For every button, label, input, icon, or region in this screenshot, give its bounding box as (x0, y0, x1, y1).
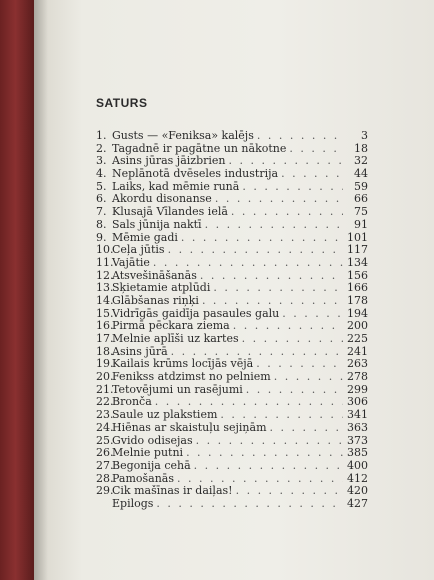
dot-leader (231, 206, 343, 219)
dot-leader (194, 460, 343, 473)
chapter-number: 22. (96, 396, 114, 409)
chapter-title: Ceļa jūtis (112, 244, 165, 257)
chapter-number: 24. (96, 421, 114, 434)
toc-entry (96, 358, 368, 371)
chapter-number: 10. (96, 244, 114, 257)
page-number: 3 (361, 130, 368, 142)
chapter-title: Akordu disonanse (112, 193, 212, 206)
toc-entry (96, 333, 368, 346)
table-of-contents (96, 96, 368, 511)
chapter-title: Vajātie (112, 256, 150, 269)
toc-title: SATURS (96, 96, 148, 110)
dot-leader (270, 422, 343, 435)
toc-entry (96, 384, 368, 397)
dot-leader (181, 232, 343, 245)
chapter-number: 11. (96, 256, 114, 269)
chapter-number: 14. (96, 294, 114, 307)
dot-leader (256, 358, 343, 371)
chapter-number: 21. (96, 383, 114, 396)
dot-leader (289, 143, 343, 156)
chapter-number: 23. (96, 409, 114, 422)
chapter-title: Šķietamie atplūdi (112, 282, 211, 295)
page-number: 18 (354, 142, 368, 155)
toc-entry (96, 409, 368, 422)
chapter-number: 3. (96, 155, 107, 168)
page-number: 363 (347, 421, 368, 434)
dot-leader (202, 295, 343, 308)
chapter-number: 5. (96, 180, 107, 193)
toc-entry (96, 396, 368, 409)
page-number: 178 (347, 294, 368, 307)
chapter-number: 9. (96, 231, 107, 244)
book-cover-edge (0, 0, 34, 580)
chapter-title: Vidrīgās gaidīja pasaules galu (112, 307, 280, 320)
chapter-title: Melnie aplīši uz kartes (112, 333, 239, 345)
dot-leader (196, 435, 343, 448)
toc-entry (96, 130, 368, 143)
chapter-number: 16. (96, 320, 114, 333)
dot-leader (186, 447, 343, 460)
page-number: 44 (354, 168, 368, 181)
toc-entry (96, 460, 368, 473)
page-number: 373 (347, 434, 368, 447)
dot-leader (236, 485, 343, 498)
chapter-number: 4. (96, 168, 107, 181)
chapter-number: 18. (96, 345, 114, 358)
chapter-number: 13. (96, 282, 114, 295)
chapter-title: Atsvešināšanās (112, 269, 197, 282)
page-number: 156 (347, 269, 368, 282)
dot-leader (153, 257, 343, 270)
chapter-number: 25. (96, 434, 114, 447)
chapter-title: Epilogs (112, 497, 154, 510)
dot-leader (220, 409, 343, 422)
dot-leader (168, 244, 343, 257)
page-number: 117 (347, 244, 368, 257)
toc-entry (96, 422, 368, 435)
dot-leader (177, 473, 343, 486)
toc-entry (96, 346, 368, 359)
chapter-number: 12. (96, 269, 114, 282)
toc-entry (96, 244, 368, 257)
chapter-title: Begonija cehā (112, 459, 191, 472)
toc-entry (96, 371, 368, 384)
chapter-title: Saule uz plakstiem (112, 409, 218, 422)
page-number: 420 (347, 485, 368, 498)
toc-entry (96, 498, 368, 511)
chapter-number: 15. (96, 307, 114, 320)
chapter-title: Cik mašīnas ir daiļas! (112, 485, 233, 498)
page-number: 200 (347, 320, 368, 333)
chapter-number: 7. (96, 206, 107, 219)
page-number: 166 (347, 282, 368, 295)
page-number: 385 (347, 447, 368, 460)
toc-entry (96, 473, 368, 486)
chapter-title: Fenikss atdzimst no pelniem (112, 371, 271, 384)
toc-entry (96, 193, 368, 206)
dot-leader (171, 346, 343, 359)
chapter-number: 27. (96, 459, 114, 472)
chapter-title: Mēmie gadi (112, 231, 178, 244)
chapter-number: 29. (96, 485, 114, 498)
chapter-title: Laiks, kad mēmie runā (112, 180, 240, 193)
chapter-number: 28. (96, 472, 114, 485)
toc-entry (96, 206, 368, 219)
toc-entry (96, 485, 368, 498)
dot-leader (200, 270, 343, 283)
dot-leader (215, 193, 343, 206)
page-number: 91 (354, 218, 368, 231)
page-number: 306 (347, 396, 368, 409)
page-number: 412 (347, 472, 368, 485)
chapter-title: Bronča (112, 396, 152, 409)
chapter-number: 2. (96, 142, 107, 155)
chapter-number: 26. (96, 447, 114, 460)
chapter-number: 19. (96, 358, 114, 371)
toc-entry (96, 155, 368, 168)
page-number: 341 (347, 409, 368, 422)
dot-leader (257, 130, 343, 143)
chapter-title: Hiēnas ar skaistuļu sejiņām (112, 421, 267, 434)
chapter-number: 8. (96, 218, 107, 231)
page-number: 299 (347, 383, 368, 396)
toc-entry (96, 232, 368, 245)
toc-list (96, 130, 368, 511)
chapter-number: 1. (96, 130, 107, 142)
dot-leader (242, 181, 343, 194)
chapter-title: Glābšanas riņķi (112, 294, 199, 307)
page-number: 278 (347, 371, 368, 384)
chapter-title: Asins jūrā (112, 345, 168, 358)
toc-entry (96, 257, 368, 270)
chapter-title: Pamošanās (112, 472, 175, 485)
dot-leader (156, 498, 343, 511)
chapter-number: 20. (96, 371, 114, 384)
chapter-title: Gusts — «Feniksa» kalējs (112, 130, 254, 142)
chapter-title: Melnie putni (112, 447, 184, 460)
chapter-title: Asins jūras jāizbrien (112, 155, 226, 168)
dot-leader (282, 308, 343, 321)
dot-leader (274, 371, 343, 384)
toc-entry (96, 447, 368, 460)
page-number: 75 (354, 206, 368, 219)
dot-leader (233, 320, 343, 333)
toc-entry (96, 282, 368, 295)
toc-entry (96, 219, 368, 232)
chapter-title: Gvido odisejas (112, 434, 193, 447)
chapter-title: Klusajā Vīlandes ielā (112, 206, 228, 219)
toc-entry (96, 435, 368, 448)
chapter-title: Pirmā pēckara ziema (112, 320, 230, 333)
chapter-title: Tetovējumi un rasējumi (112, 383, 243, 396)
chapter-title: Tagadnē ir pagātne un nākotne (112, 142, 287, 155)
page-number: 263 (347, 358, 368, 371)
dot-leader (213, 282, 343, 295)
toc-entry (96, 270, 368, 283)
toc-entry (96, 308, 368, 321)
toc-entry (96, 143, 368, 156)
page-number: 241 (347, 345, 368, 358)
page-number: 59 (354, 180, 368, 193)
page-number: 194 (347, 307, 368, 320)
chapter-title: Sals jūnija naktī (112, 218, 202, 231)
page-number: 32 (354, 155, 368, 168)
dot-leader (228, 155, 343, 168)
page-number: 427 (347, 497, 368, 510)
chapter-number: 6. (96, 193, 107, 206)
dot-leader (281, 168, 343, 181)
dot-leader (246, 384, 343, 397)
page-number: 400 (347, 459, 368, 472)
chapter-title: Neplānotā dvēseles industrija (112, 168, 279, 181)
toc-entry (96, 168, 368, 181)
gutter-shadow (34, 0, 48, 580)
chapter-title: Kailais krūms locījās vējā (112, 358, 254, 371)
chapter-number: 17. (96, 333, 114, 345)
dot-leader (155, 396, 343, 409)
page-number: 134 (347, 256, 368, 269)
dot-leader (242, 333, 343, 346)
toc-entry (96, 320, 368, 333)
dot-leader (205, 219, 343, 232)
page-number: 101 (347, 231, 368, 244)
toc-entry (96, 295, 368, 308)
toc-entry (96, 181, 368, 194)
page-number: 225 (347, 333, 368, 345)
page-number: 66 (354, 193, 368, 206)
